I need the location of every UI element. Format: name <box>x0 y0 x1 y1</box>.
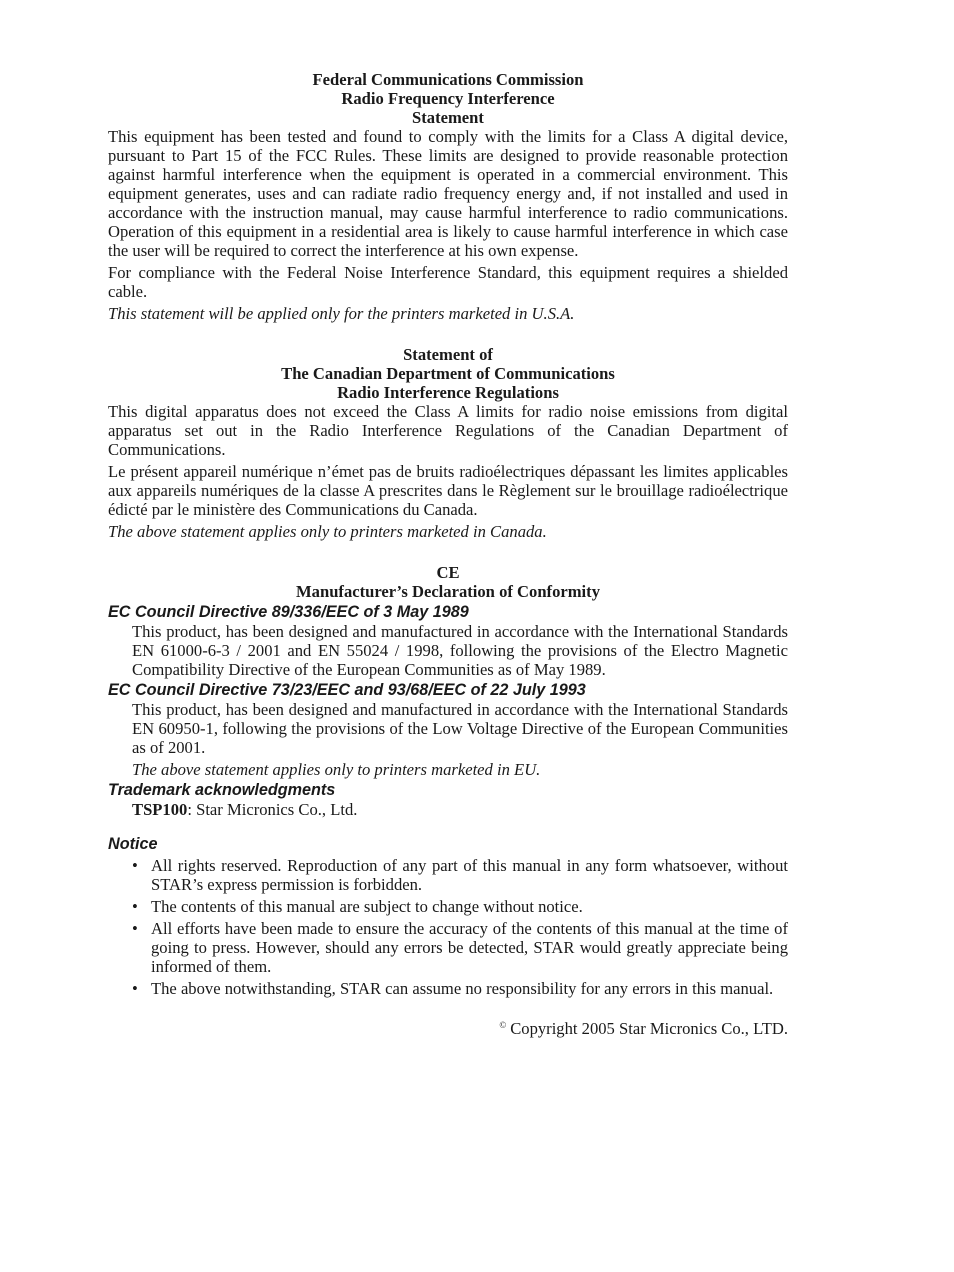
trademark-line <box>132 800 788 819</box>
bullet-icon: • <box>132 856 138 875</box>
notice-item-text: The contents of this manual are subject to change without notice. <box>151 897 583 916</box>
trademark-product: TSP100 <box>132 800 188 819</box>
notice-heading: Notice <box>108 835 158 853</box>
document-page <box>108 70 788 1038</box>
bullet-icon: • <box>132 897 138 916</box>
canada-french-paragraph: Le présent appareil numérique n’émet pas de bruits radioélectriques dépassant les limites applicables aux appareils numériques de la classe A prescrites dans le Règlement sur le brouillage radioélectrique édicté par le ministère des Communications du Canada. <box>108 462 788 519</box>
copyright-line <box>108 1016 788 1038</box>
ce-section <box>108 563 788 779</box>
list-item <box>132 919 788 976</box>
canada-title-line: The Canadian Department of Communications <box>281 364 615 383</box>
canada-title <box>108 345 788 402</box>
fcc-shielded-cable-paragraph: For compliance with the Federal Noise Interference Standard, this equipment requires a shielded cable. <box>108 263 788 301</box>
notice-item-text: The above notwithstanding, STAR can assume no responsibility for any errors in this manual. <box>151 979 774 998</box>
emc-directive-heading: EC Council Directive 89/336/EEC of 3 May 1989 <box>108 603 469 621</box>
bullet-icon: • <box>132 919 138 938</box>
fcc-paragraph: This equipment has been tested and found to comply with the limits for a Class A digital device, pursuant to Part 15 of the FCC Rules. These limits are designed to provide reasonable protection against harmful interference when the equipment is operated in a commercial environment. This equipment generates, uses and can radiate radio frequency energy and, if not installed and used in accordance with the instruction manual, may cause harmful interference to radio communications. Operation of this equipment in a residential area is likely to cause harmful interference in which case the user will be required to correct the interference at his own expense. <box>108 127 788 260</box>
ce-title-line: CE <box>436 563 460 582</box>
canada-english-paragraph: This digital apparatus does not exceed the Class A limits for radio noise emissions from digital apparatus set out in the Radio Interference Regulations of the Canadian Department of Communications. <box>108 402 788 459</box>
trademark-heading: Trademark acknowledgments <box>108 781 336 799</box>
trademark-owner: : Star Micronics Co., Ltd. <box>187 800 358 819</box>
fcc-title <box>108 70 788 127</box>
trademark-section <box>108 780 788 819</box>
lvd-directive-text: This product, has been designed and manufactured in accordance with the International Standards EN 60950-1, following the provisions of the Low Voltage Directive of the European Communities as of 2001. <box>132 700 788 757</box>
fcc-title-line: Statement <box>412 108 484 127</box>
notice-list <box>132 856 788 998</box>
list-item <box>132 856 788 894</box>
canada-title-line: Radio Interference Regulations <box>337 383 559 402</box>
copyright-icon: © <box>499 1020 507 1030</box>
eu-note: The above statement applies only to printers marketed in EU. <box>132 760 541 779</box>
fcc-section <box>108 70 788 323</box>
canada-section <box>108 345 788 541</box>
notice-item-text: All efforts have been made to ensure the accuracy of the contents of this manual at the time of going to press. However, should any errors be detected, STAR would greatly appreciate being informed of them. <box>151 919 788 976</box>
canada-title-line: Statement of <box>403 345 493 364</box>
bullet-icon: • <box>132 979 138 998</box>
canada-note: The above statement applies only to printers marketed in Canada. <box>108 522 547 541</box>
ce-title <box>108 563 788 601</box>
notice-item-text: All rights reserved. Reproduction of any part of this manual in any form whatsoever, without STAR’s express permission is forbidden. <box>151 856 788 894</box>
fcc-title-line: Radio Frequency Interference <box>341 89 555 108</box>
notice-section <box>108 834 788 998</box>
fcc-usa-note: This statement will be applied only for the printers marketed in U.S.A. <box>108 304 575 323</box>
list-item <box>132 897 788 916</box>
list-item <box>132 979 788 998</box>
ce-title-line: Manufacturer’s Declaration of Conformity <box>296 582 600 601</box>
copyright-text: Copyright 2005 Star Micronics Co., LTD. <box>510 1019 788 1038</box>
fcc-title-line: Federal Communications Commission <box>312 70 584 89</box>
lvd-directive-heading: EC Council Directive 73/23/EEC and 93/68/EEC of 22 July 1993 <box>108 681 586 699</box>
emc-directive-text: This product, has been designed and manufactured in accordance with the International Standards EN 61000-6-3 / 2001 and EN 55024 / 1998, following the provisions of the Electro Magnetic Compatibility Directive of the European Communities as of May 1989. <box>132 622 788 679</box>
